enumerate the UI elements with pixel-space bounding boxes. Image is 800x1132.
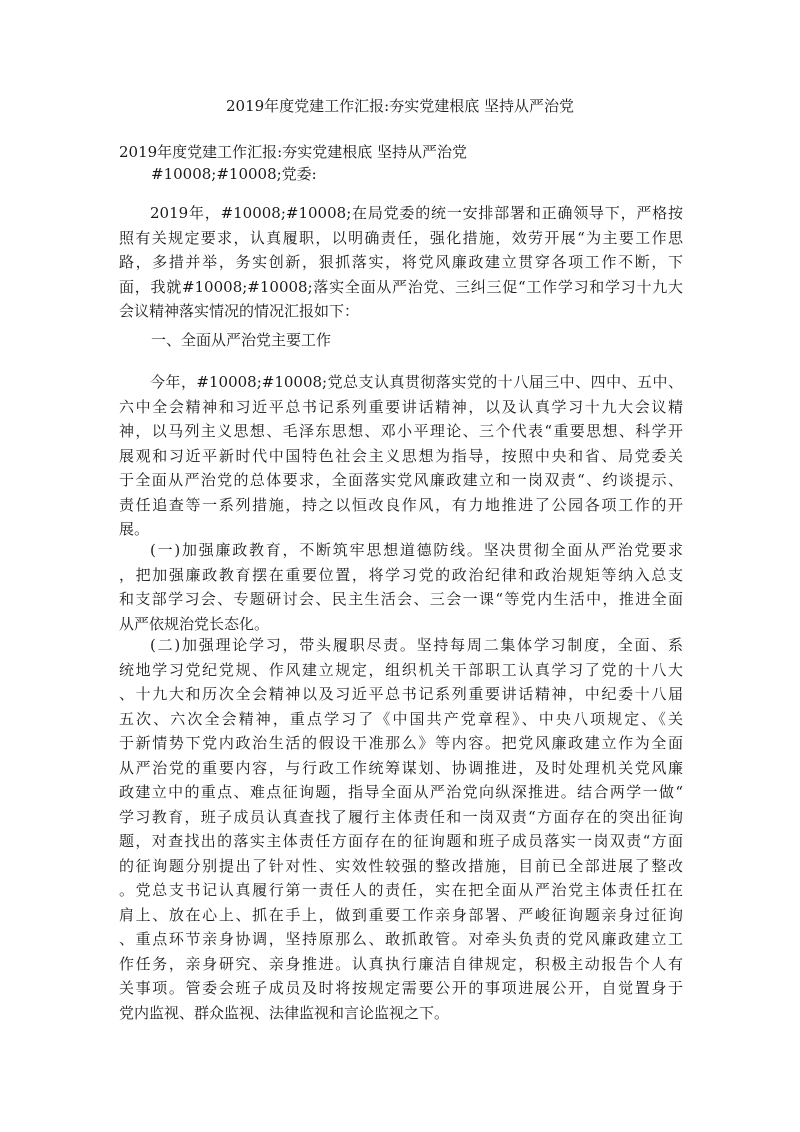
section1-paragraph xyxy=(119,370,683,542)
paragraph-line: 展观和习近平新时代中国特色社会主义思想为指导，按照中央和省、局党委关 xyxy=(119,446,683,465)
paragraph-line: 、十九大和历次全会精神以及习近平总书记系列重要讲话精神，中纪委十八届 xyxy=(119,685,683,703)
paragraph-line: 今年，#10008;#10008;党总支认真贯彻落实党的十八届三中、四中、五中、 xyxy=(150,373,683,391)
paragraph-line: 五次、六次全会精神，重点学习了《中国共产党章程》、中央八项规定、《关 xyxy=(119,709,683,728)
paragraph-line: 于新情势下党内政治生活的假设干准那么》等内容。把党风廉政建立作为全面 xyxy=(119,734,683,752)
document-subtitle: 2019年度党建工作汇报:夯实党建根底 坚持从严治党 xyxy=(119,143,467,161)
paragraph-line: 肩上、放在心上、抓在手上，做到重要工作亲身部署、严峻征询题亲身过征询 xyxy=(119,905,683,924)
document-title: 2019年度党建工作汇报:夯实党建根底 坚持从严治党 xyxy=(226,97,574,115)
paragraph-line: 会议精神落实情况的情况汇报如下： xyxy=(119,302,360,320)
paragraph-line: 六中全会精神和习近平总书记系列重要讲话精神，以及认真学习十九大会议精 xyxy=(119,397,683,416)
paragraph-line: 题，对查找出的落实主体责任方面存在的征询题和班子成员落实一岗双责“方面 xyxy=(119,832,683,850)
paragraph-line: 面，我就#10008;#10008;落实全面从严治党、三纠三促“工作学习和学习十九大 xyxy=(119,277,683,296)
paragraph-line: 路，多措并举，务实创新，狠抓落实，将党风廉政建立贯穿各项工作不断，下 xyxy=(119,253,683,271)
paragraph-line: 、重点环节亲身协调，坚持原那么、敢抓敢管。对牵头负责的党风廉政建立工 xyxy=(119,930,683,948)
paragraph-line: 于全面从严治党的总体要求，全面落实党风廉政建立和一岗双责“、约谈提示、 xyxy=(119,471,683,489)
recipient-line: #10008;#10008;党委: xyxy=(151,165,317,183)
subsection1-paragraph xyxy=(119,538,683,636)
intro-paragraph xyxy=(119,201,683,324)
paragraph-line: 政建立中的重点、难点征询题，指导全面从严治党向纵深推进。结合两学一做“ xyxy=(119,783,683,801)
paragraph-line: 照有关规定要求，认真履职，以明确责任，强化措施，效劳开展“为主要工作思 xyxy=(119,228,683,247)
subsection2-paragraph xyxy=(119,633,683,1025)
paragraph-line: 神，以马列主义思想、毛泽东思想、邓小平理论、三个代表“重要思想、科学开 xyxy=(119,422,683,440)
paragraph-line: (一)加强廉政教育，不断筑牢思想道德防线。坚决贯彻全面从严治党要求 xyxy=(150,541,683,559)
paragraph-line: 责任追查等一系列措施，持之以恒改良作风，有力地推进了公园各项工作的开 xyxy=(119,495,683,514)
paragraph-line: 从严依规治党长态化。 xyxy=(119,614,270,633)
paragraph-line: (二)加强理论学习，带头履职尽责。坚持每周二集体学习制度，全面、系 xyxy=(150,636,683,654)
paragraph-line: 党内监视、群众监视、法律监视和言论监视之下。 xyxy=(119,1003,450,1022)
paragraph-line: 作任务，亲身研究、亲身推进。认真执行廉洁自律规定，积极主动报告个人有 xyxy=(119,954,683,973)
section-heading: 一、全面从严治党主要工作 xyxy=(151,331,332,349)
paragraph-line: 从严治党的重要内容，与行政工作统筹谋划、协调推进，及时处理机关党风廉 xyxy=(119,758,683,777)
paragraph-line: 关事项。管委会班子成员及时将按规定需要公开的事项进展公开，自觉置身于 xyxy=(119,979,683,997)
paragraph-line: ，把加强廉政教育摆在重要位置，将学习党的政治纪律和政治规矩等纳入总支 xyxy=(119,565,683,584)
paragraph-line: 2019年，#10008;#10008;在局党委的统一安排部署和正确领导下，严格按 xyxy=(150,204,683,222)
paragraph-line: 和支部学习会、专题研讨会、民主生活会、三会一课“等党内生活中，推进全面 xyxy=(119,590,683,608)
paragraph-line: 学习教育，班子成员认真查找了履行主体责任和一岗双责“方面存在的突出征询 xyxy=(119,807,683,826)
paragraph-line: 展。 xyxy=(119,520,150,538)
paragraph-line: 的征询题分别提出了针对性、实效性较强的整改措施，目前已全部进展了整改 xyxy=(119,856,683,875)
paragraph-line: 统地学习党纪党规、作风建立规定，组织机关干部职工认真学习了党的十八大 xyxy=(119,660,683,679)
paragraph-line: 。党总支书记认真履行第一责任人的责任，实在把全面从严治党主体责任扛在 xyxy=(119,881,683,899)
